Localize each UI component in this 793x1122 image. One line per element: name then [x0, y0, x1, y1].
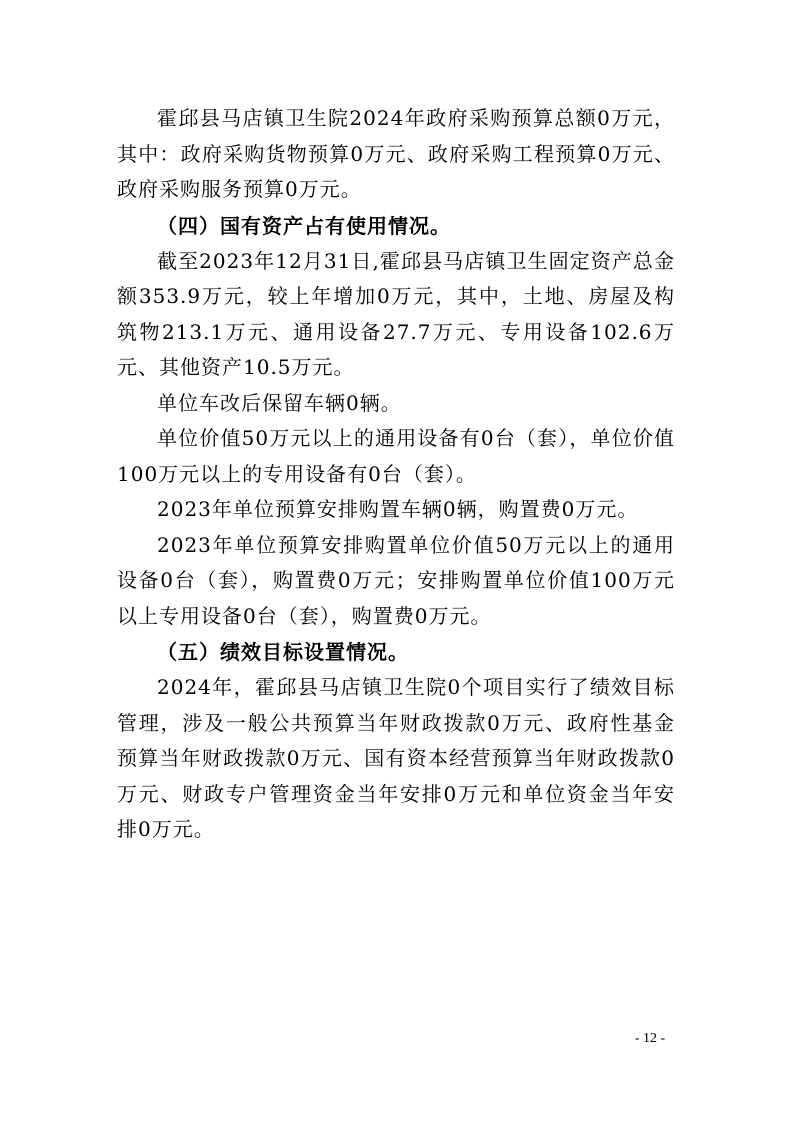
section-heading-state-assets: （四）国有资产占有使用情况。	[157, 213, 451, 238]
paragraph-performance-management: 2024年，霍邱县马店镇卫生院0个项目实行了绩效目标管理，涉及一般公共预算当年财政拨款0万元、政府性基金预算当年财政拨款0万元、国有资本经营预算当年财政拨款0万元、财政专户管理资金当年安排0万元和单位资金当年安排0万元。	[117, 675, 675, 841]
page-number: - 12 -	[634, 1031, 666, 1046]
paragraph-vehicle-purchase: 2023年单位预算安排购置车辆0辆，购置费0万元。	[157, 497, 639, 521]
document-body	[117, 101, 675, 848]
paragraph-equipment-value: 单位价值50万元以上的通用设备有0台（套），单位价值100万元以上的专用设备有0台（套）。	[117, 426, 675, 486]
paragraph-fixed-assets: 截至2023年12月31日,霍邱县马店镇卫生固定资产总金额353.9万元，较上年增加0万元，其中，土地、房屋及构筑物213.1万元、通用设备27.7万元、专用设备102.6万元、其他资产10.5万元。	[117, 248, 675, 379]
paragraph-equipment-purchase: 2023年单位预算安排购置单位价值50万元以上的通用设备0台（套），购置费0万元；安排购置单位价值100万元以上专用设备0台（套），购置费0万元。	[117, 532, 675, 628]
paragraph-vehicles-retained: 单位车改后保留车辆0辆。	[157, 390, 402, 415]
section-heading-performance-goals: （五）绩效目标设置情况。	[157, 640, 409, 664]
paragraph-procurement-budget: 霍邱县马店镇卫生院2024年政府采购预算总额0万元，其中：政府采购货物预算0万元、政府采购工程预算0万元、政府采购服务预算0万元。	[117, 106, 675, 201]
